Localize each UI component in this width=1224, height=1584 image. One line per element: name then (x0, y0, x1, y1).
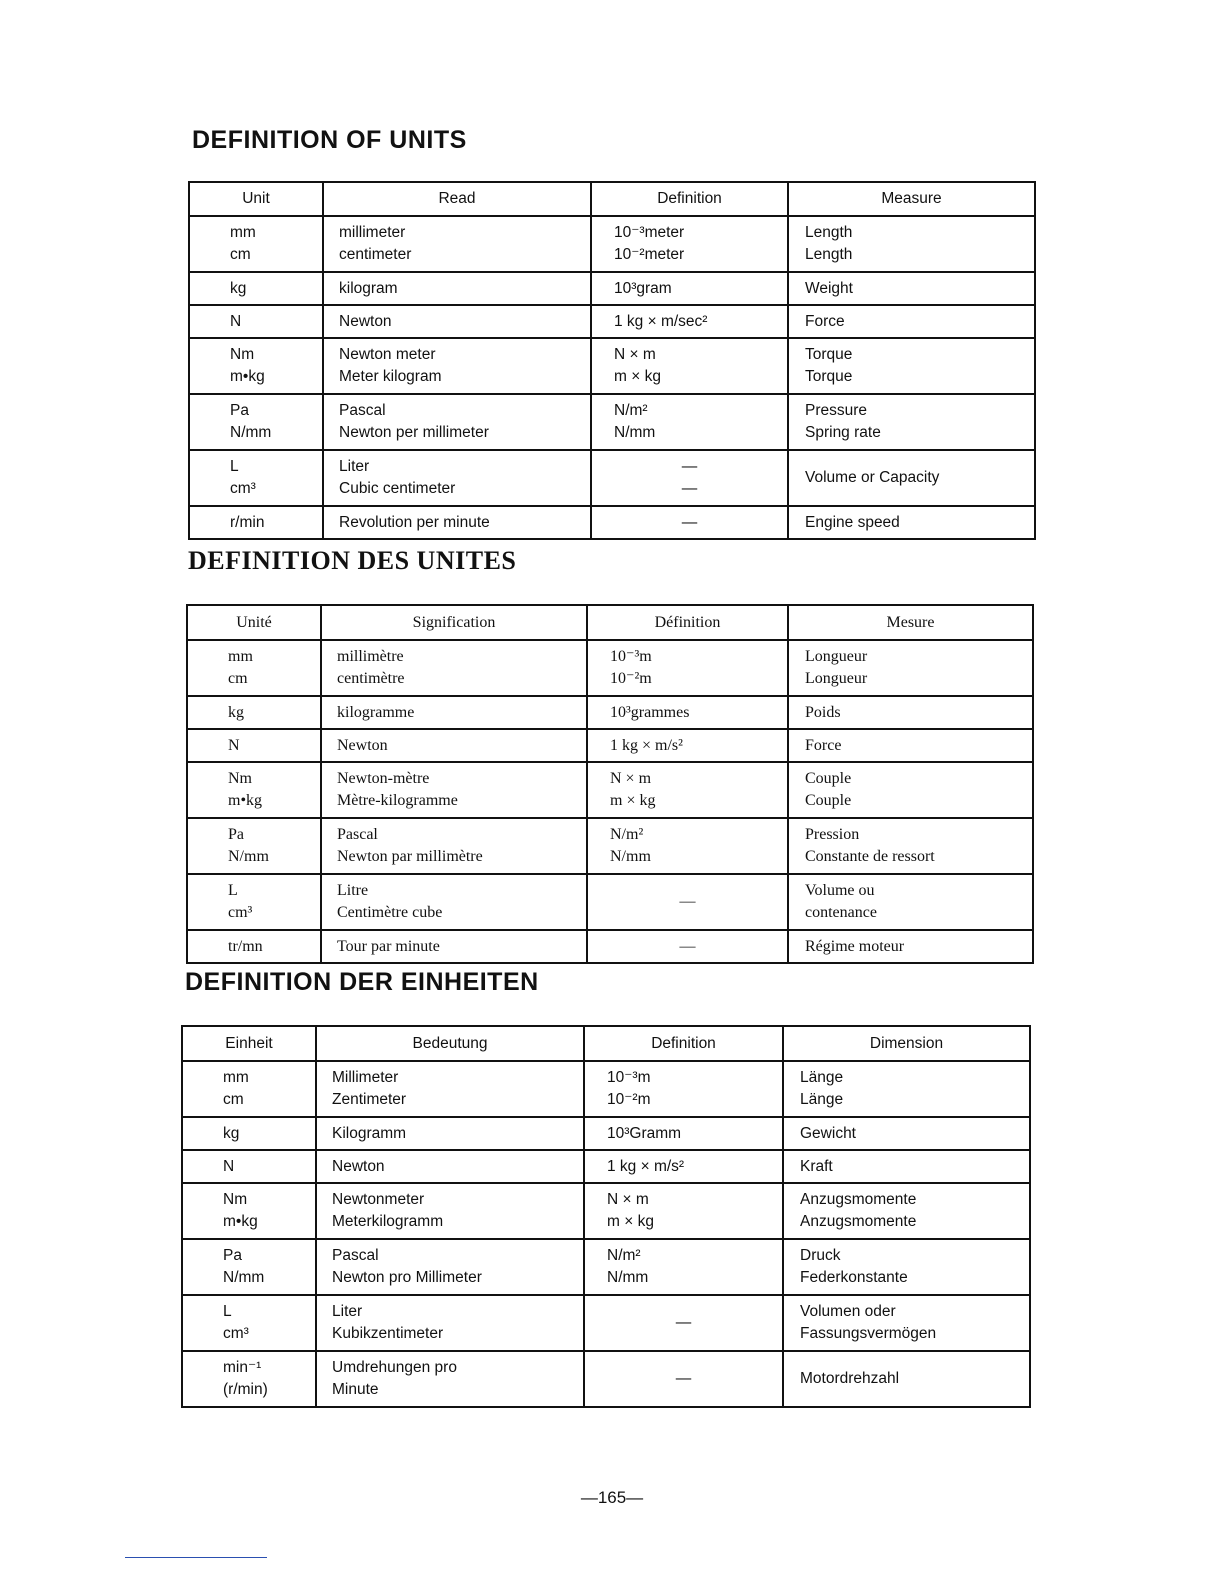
cell-definition (591, 394, 788, 450)
cell-line: Newton pro Millimeter (332, 1269, 482, 1286)
cell-unit (189, 450, 323, 506)
cell-line: 10³Gramm (607, 1124, 682, 1142)
cell-line: kg (230, 279, 247, 297)
column-header-measure: Dimension (783, 1026, 1030, 1061)
cell-line: N/m² (607, 1247, 641, 1264)
cell-unit (182, 1150, 316, 1183)
cell-line: Motordrehzahl (800, 1370, 900, 1387)
cell-line: Newton (332, 1157, 385, 1175)
cell-line: — (681, 513, 698, 531)
cell-line: Minute (332, 1381, 379, 1398)
cell-read (321, 640, 587, 696)
cell-line: Longueur (805, 670, 868, 687)
table-row (182, 1239, 1030, 1295)
cell-line: contenance (805, 904, 877, 921)
cell-measure (783, 1351, 1030, 1407)
table-row (187, 729, 1033, 762)
cell-line: L (223, 1303, 232, 1320)
cell-read (316, 1183, 584, 1239)
cell-line: Spring rate (805, 424, 881, 441)
cell-line: min⁻¹ (223, 1359, 262, 1376)
cell-read (316, 1150, 584, 1183)
cell-definition (584, 1295, 783, 1351)
cell-unit (189, 272, 323, 305)
cell-line: Nm (230, 346, 255, 363)
column-header-read: Bedeutung (316, 1026, 584, 1061)
column-header-definition: Definition (584, 1026, 783, 1061)
units-table-fr (186, 604, 1034, 964)
cell-line: Length (805, 224, 853, 241)
cell-definition (584, 1183, 783, 1239)
cell-unit (187, 640, 321, 696)
cell-read (323, 216, 591, 272)
cell-line: Newton per millimeter (339, 424, 489, 441)
column-header-unit: Einheit (182, 1026, 316, 1061)
cell-unit (189, 506, 323, 539)
cell-line: cm (228, 670, 248, 687)
cell-line: Newton-mètre (337, 770, 430, 787)
cell-read (323, 506, 591, 539)
cell-unit (187, 762, 321, 818)
table-row (189, 305, 1035, 338)
table-header-row (189, 182, 1035, 216)
cell-line: — (675, 1314, 692, 1331)
cell-read (323, 450, 591, 506)
column-header-measure: Measure (788, 182, 1035, 216)
cell-line: Torque (805, 346, 853, 363)
cell-read (321, 930, 587, 963)
cell-definition (591, 272, 788, 305)
cell-line: Pascal (337, 826, 378, 843)
cell-read (316, 1117, 584, 1150)
cell-line: N/mm (230, 424, 272, 441)
cell-line: Druck (800, 1247, 841, 1264)
cell-definition (587, 930, 788, 963)
cell-measure (783, 1183, 1030, 1239)
cell-line: kilogram (339, 279, 398, 297)
cell-line: N × m (614, 346, 656, 363)
cell-line: — (681, 480, 698, 497)
table-row (189, 394, 1035, 450)
column-header-definition: Définition (587, 605, 788, 640)
cell-read (321, 729, 587, 762)
table-row (187, 696, 1033, 729)
cell-line: Pression (805, 826, 860, 843)
cell-measure (788, 338, 1035, 394)
cell-definition (584, 1239, 783, 1295)
cell-line: Constante de ressort (805, 848, 935, 865)
cell-line: Length (805, 246, 853, 263)
cell-read (323, 305, 591, 338)
cell-line: 10⁻³m (610, 648, 652, 665)
cell-definition (587, 818, 788, 874)
cell-read (323, 338, 591, 394)
cell-line: N (228, 736, 240, 754)
cell-measure (788, 762, 1033, 818)
units-table-de (181, 1025, 1031, 1408)
cell-unit (182, 1061, 316, 1117)
cell-line: Newton (339, 312, 392, 330)
cell-measure (788, 216, 1035, 272)
cell-measure (783, 1295, 1030, 1351)
cell-read (323, 394, 591, 450)
cell-definition (587, 729, 788, 762)
cell-line: Länge (800, 1091, 844, 1108)
cell-line: millimètre (337, 648, 404, 665)
cell-line: Weight (805, 279, 853, 297)
cell-line: Newtonmeter (332, 1191, 425, 1208)
cell-line: Centimètre cube (337, 904, 443, 921)
column-header-read: Read (323, 182, 591, 216)
cell-measure (788, 305, 1035, 338)
cell-line: Nm (228, 770, 252, 787)
page-number: —165— (580, 1488, 644, 1507)
cell-unit (187, 696, 321, 729)
table-row (182, 1061, 1030, 1117)
cell-line: kg (223, 1124, 240, 1142)
cell-definition (591, 506, 788, 539)
cell-line: Tour par minute (337, 937, 440, 955)
cell-read (316, 1295, 584, 1351)
table-row (189, 338, 1035, 394)
cell-line: m × kg (614, 368, 661, 385)
cell-line: N × m (610, 770, 652, 787)
cell-measure (788, 394, 1035, 450)
cell-line: N × m (607, 1191, 649, 1208)
cell-unit (182, 1239, 316, 1295)
cell-line: m × kg (610, 792, 656, 809)
column-header-measure: Mesure (788, 605, 1033, 640)
cell-definition (591, 450, 788, 506)
column-header-unit: Unit (189, 182, 323, 216)
cell-measure (788, 818, 1033, 874)
cell-line: N/mm (228, 848, 269, 865)
cell-line: mm (223, 1069, 249, 1086)
cell-line: Pressure (805, 402, 868, 419)
cell-line: m•kg (223, 1213, 258, 1230)
cell-line: Nm (223, 1191, 248, 1208)
column-header-unit: Unité (187, 605, 321, 640)
table-row (182, 1117, 1030, 1150)
cell-line: 10⁻³m (607, 1069, 651, 1086)
cell-line: Pa (228, 826, 244, 843)
cell-read (316, 1061, 584, 1117)
cell-definition (587, 762, 788, 818)
cell-measure (788, 640, 1033, 696)
cell-line: Mètre-kilogramme (337, 792, 458, 809)
cell-line: N/mm (610, 848, 651, 865)
cell-definition (591, 216, 788, 272)
cell-measure (783, 1239, 1030, 1295)
cell-line: N/m² (614, 402, 648, 419)
cell-line: Umdrehungen pro (332, 1359, 457, 1376)
table-row (187, 762, 1033, 818)
cell-line: L (228, 882, 238, 899)
cell-line: (r/min) (223, 1381, 268, 1398)
cell-line: Litre (337, 882, 369, 899)
cell-line: Volumen oder (800, 1303, 896, 1320)
cell-definition (591, 305, 788, 338)
cell-unit (182, 1117, 316, 1150)
cell-line: N (223, 1157, 235, 1175)
cell-line: 10⁻³meter (614, 224, 685, 241)
cell-line: Torque (805, 368, 853, 385)
cell-line: Cubic centimeter (339, 480, 456, 497)
cell-line: N/mm (614, 424, 656, 441)
cell-definition (587, 696, 788, 729)
cell-definition (584, 1117, 783, 1150)
cell-read (323, 272, 591, 305)
cell-measure (788, 729, 1033, 762)
cell-line: Poids (805, 703, 841, 721)
cell-line: 10⁻²meter (614, 246, 685, 263)
cell-line: Anzugsmomente (800, 1191, 917, 1208)
cell-line: Newton par millimètre (337, 848, 483, 865)
cell-unit (187, 874, 321, 930)
cell-unit (182, 1183, 316, 1239)
cell-line: 1 kg × m/sec² (614, 312, 708, 330)
cell-unit (187, 729, 321, 762)
cell-line: 10³gram (614, 279, 672, 297)
table-row (187, 818, 1033, 874)
table-row (187, 930, 1033, 963)
cell-definition (584, 1061, 783, 1117)
cell-line: 10⁻²m (607, 1091, 651, 1108)
cell-unit (189, 394, 323, 450)
cell-read (321, 696, 587, 729)
cell-line: Volume or Capacity (805, 469, 940, 486)
cell-unit (182, 1295, 316, 1351)
cell-line: mm (228, 648, 253, 665)
cell-measure (788, 696, 1033, 729)
cell-line: 10⁻²m (610, 670, 652, 687)
table-row (189, 450, 1035, 506)
cell-line: kilogramme (337, 703, 415, 721)
units-table-en (188, 181, 1036, 540)
cell-line: Fassungsvermögen (800, 1325, 937, 1342)
cell-line: Meter kilogram (339, 368, 442, 385)
cell-line: mm (230, 224, 256, 241)
cell-line: m•kg (228, 792, 263, 809)
cell-unit (187, 818, 321, 874)
cell-read (316, 1239, 584, 1295)
section-title-en: DEFINITION OF UNITS (192, 126, 467, 154)
table-header-row (187, 605, 1033, 640)
table-header-row (182, 1026, 1030, 1061)
cell-definition (591, 338, 788, 394)
cell-line: centimètre (337, 670, 405, 687)
column-header-definition: Definition (591, 182, 788, 216)
cell-measure (788, 450, 1035, 506)
cell-line: N/mm (607, 1269, 649, 1286)
cell-line: Liter (339, 458, 370, 475)
cell-unit (189, 216, 323, 272)
cell-measure (788, 930, 1033, 963)
cell-line: Kilogramm (332, 1124, 407, 1142)
cell-line: N (230, 312, 242, 330)
cell-line: L (230, 458, 239, 475)
cell-measure (788, 506, 1035, 539)
cell-read (321, 874, 587, 930)
cell-line: 1 kg × m/s² (610, 736, 683, 754)
cell-line: m × kg (607, 1213, 654, 1230)
cell-unit (189, 305, 323, 338)
column-header-read: Signification (321, 605, 587, 640)
cell-line: tr/mn (228, 937, 263, 955)
cell-measure (783, 1150, 1030, 1183)
cell-line: Länge (800, 1069, 844, 1086)
table-row (182, 1183, 1030, 1239)
cell-measure (788, 272, 1035, 305)
cell-line: — (679, 937, 696, 955)
table-row (187, 640, 1033, 696)
cell-line: Volume ou (805, 882, 875, 899)
cell-line: cm (230, 246, 251, 263)
cell-measure (788, 874, 1033, 930)
cell-line: cm³ (230, 480, 256, 497)
cell-line: cm³ (228, 904, 253, 921)
cell-line: Pa (230, 402, 249, 419)
cell-line: Newton (337, 736, 388, 754)
cell-line: Engine speed (805, 513, 900, 531)
cell-line: Pa (223, 1247, 242, 1264)
cell-line: 10³grammes (610, 703, 690, 721)
table-row (189, 272, 1035, 305)
cell-line: Régime moteur (805, 937, 905, 955)
cell-line: Kraft (800, 1157, 833, 1175)
cell-read (321, 818, 587, 874)
cell-line: Gewicht (800, 1124, 856, 1142)
cell-line: 1 kg × m/s² (607, 1157, 685, 1175)
table-row (187, 874, 1033, 930)
cell-read (321, 762, 587, 818)
cell-line: Revolution per minute (339, 513, 490, 531)
cell-measure (783, 1061, 1030, 1117)
cell-line: N/m² (610, 826, 644, 843)
cell-line: centimeter (339, 246, 412, 263)
section-title-de: DEFINITION DER EINHEITEN (185, 968, 539, 996)
table-row (189, 216, 1035, 272)
table-row (189, 506, 1035, 539)
cell-line: Pascal (332, 1247, 379, 1264)
cell-line: Newton meter (339, 346, 436, 363)
section-title-fr: DEFINITION DES UNITES (188, 546, 517, 575)
cell-line: m•kg (230, 368, 265, 385)
cell-line: Force (805, 312, 845, 330)
cell-unit (182, 1351, 316, 1407)
table-row (182, 1295, 1030, 1351)
cell-definition (584, 1150, 783, 1183)
cell-line: — (675, 1370, 692, 1387)
cell-line: cm (223, 1091, 244, 1108)
cell-definition (584, 1351, 783, 1407)
table-row (182, 1351, 1030, 1407)
footnote-divider (125, 1557, 267, 1558)
cell-line: — (679, 893, 696, 910)
cell-definition (587, 874, 788, 930)
cell-line: Liter (332, 1303, 363, 1320)
cell-line: r/min (230, 513, 265, 531)
cell-line: N/mm (223, 1269, 265, 1286)
cell-unit (187, 930, 321, 963)
cell-definition (587, 640, 788, 696)
cell-line: Couple (805, 792, 852, 809)
cell-line: Federkonstante (800, 1269, 908, 1286)
cell-line: cm³ (223, 1325, 249, 1342)
cell-line: Millimeter (332, 1069, 399, 1086)
cell-line: Pascal (339, 402, 386, 419)
cell-read (316, 1351, 584, 1407)
table-row (182, 1150, 1030, 1183)
cell-line: Meterkilogramm (332, 1213, 444, 1230)
cell-line: millimeter (339, 224, 406, 241)
cell-line: Couple (805, 770, 852, 787)
cell-line: Anzugsmomente (800, 1213, 917, 1230)
cell-measure (783, 1117, 1030, 1150)
cell-line: Zentimeter (332, 1091, 407, 1108)
cell-line: Kubikzentimeter (332, 1325, 444, 1342)
cell-line: Force (805, 736, 842, 754)
cell-line: Longueur (805, 648, 868, 665)
cell-unit (189, 338, 323, 394)
cell-line: kg (228, 703, 244, 721)
cell-line: — (681, 458, 698, 475)
